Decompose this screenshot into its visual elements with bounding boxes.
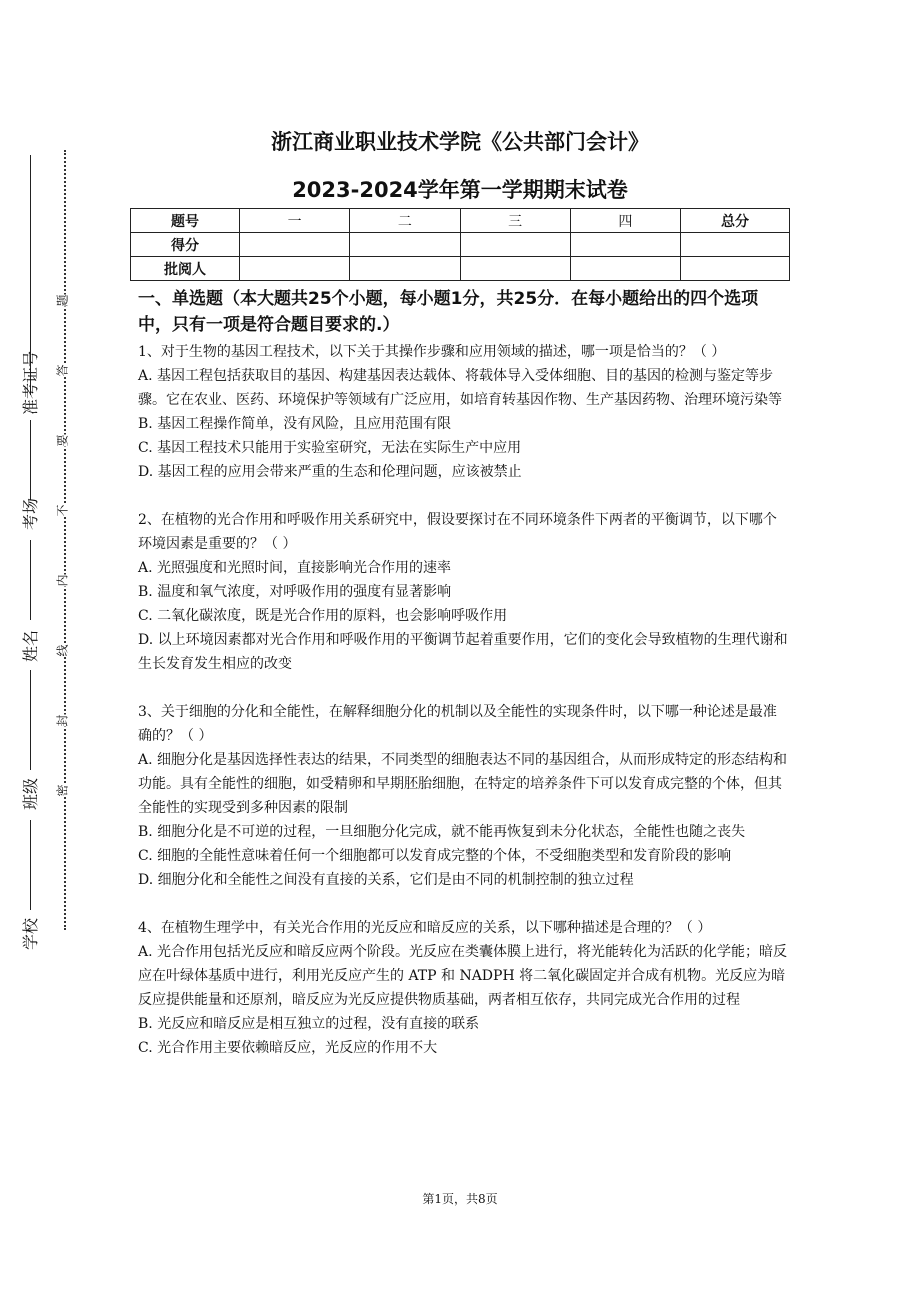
score-header-cell: 四 [570,209,680,233]
score-cell[interactable] [240,233,350,257]
grader-cell[interactable] [350,257,460,281]
grader-cell[interactable] [570,257,680,281]
grader-cell[interactable] [240,257,350,281]
option-a: A. 细胞分化是基因选择性表达的结果，不同类型的细胞表达不同的基因组合，从而形成特定的形态结构和功能。具有全能性的细胞，如受精卵和早期胚胎细胞，在特定的培养条件下可以发育成完整的个体，但其全能性的实现受到多种因素的限制 [138,752,788,816]
question-stem: 1、对于生物的基因工程技术，以下关于其操作步骤和应用领域的描述，哪一项是恰当的？（ ） [138,344,726,360]
grader-row [131,257,790,281]
question-stem: 2、在植物的光合作用和呼吸作用关系研究中，假设要探讨在不同环境条件下两者的平衡调节，以下哪个环境因素是重要的？（ ） [138,512,777,552]
option-a: A. 光照强度和光照时间，直接影响光合作用的速率 [138,560,452,576]
question-stem: 4、在植物生理学中，有关光合作用的光反应和暗反应的关系，以下哪种描述是合理的？（ ） [138,920,712,936]
name-label: 姓名 [21,629,40,662]
score-header-cell: 题号 [131,209,240,233]
section-title: 一、单选题（本大题共25个小题，每小题1分，共25分．在每小题给出的四个选项中，只有一项是符合题目要求的.） [138,289,759,335]
school-label: 学校 [21,917,40,950]
option-d: D. 细胞分化和全能性之间没有直接的关系，它们是由不同的机制控制的独立过程 [138,872,634,888]
id-label: 准考证号 [21,350,40,415]
page-footer: 第1页，共8页 [422,1192,498,1206]
question-block [138,916,788,1060]
score-header-cell: 二 [350,209,460,233]
option-c: C. 二氧化碳浓度，既是光合作用的原料，也会影响呼吸作用 [138,608,508,624]
question-block [138,340,788,484]
grader-cell[interactable] [681,257,790,281]
option-c: C. 细胞的全能性意味着任何一个细胞都可以发育成完整的个体，不受细胞类型和发育阶段的影响 [138,848,732,864]
grader-row-label: 批阅人 [131,257,240,281]
score-cell[interactable] [570,233,680,257]
option-b: B. 光反应和暗反应是相互独立的过程，没有直接的联系 [138,1016,480,1032]
option-b: B. 基因工程操作简单，没有风险，且应用范围有限 [138,416,452,432]
room-line [30,420,31,500]
seal-char: 封 [52,714,73,726]
score-row-label: 得分 [131,233,240,257]
score-cell[interactable] [681,233,790,257]
seal-char: 答 [52,364,73,376]
seal-char: 不 [52,504,73,516]
option-c: C. 基因工程技术只能用于实验室研究，无法在实际生产中应用 [138,440,522,456]
class-label: 班级 [21,777,40,810]
option-b: B. 温度和氧气浓度，对呼吸作用的强度有显著影响 [138,584,452,600]
score-header-cell: 总分 [681,209,790,233]
option-c: C. 光合作用主要依赖暗反应，光反应的作用不大 [138,1040,438,1056]
seal-char: 题 [52,294,73,306]
seal-char: 内 [52,574,73,586]
question-stem: 3、关于细胞的分化和全能性，在解释细胞分化的机制以及全能性的实现条件时，以下哪一种论述是最准确的？（ ） [138,704,777,744]
seal-line [64,150,66,930]
score-row [131,233,790,257]
school-line [30,820,31,910]
question-block [138,700,788,892]
seal-char: 线 [52,644,73,656]
score-cell[interactable] [350,233,460,257]
question-content [138,286,788,1060]
score-header-cell: 一 [240,209,350,233]
seal-char: 密 [52,784,73,796]
score-table-header-row [131,209,790,233]
option-b: B. 细胞分化是不可逆的过程，一旦细胞分化完成，就不能再恢复到未分化状态，全能性也随之丧失 [138,824,746,840]
score-header-cell: 三 [460,209,570,233]
exam-subtitle: 2023-2024学年第一学期期末试卷 [292,178,628,202]
score-cell[interactable] [460,233,570,257]
seal-char: 要 [52,434,73,446]
question-block [138,508,788,676]
exam-title: 浙江商业职业技术学院《公共部门会计》 [271,130,649,154]
option-d: D. 以上环境因素都对光合作用和呼吸作用的平衡调节起着重要作用，它们的变化会导致植物的生理代谢和生长发育发生相应的改变 [138,632,788,672]
option-d: D. 基因工程的应用会带来严重的生态和伦理问题，应该被禁止 [138,464,522,480]
class-line [30,670,31,770]
room-label: 考场 [21,497,40,530]
option-a: A. 基因工程包括获取目的基因、构建基因表达载体、将载体导入受体细胞、目的基因的检测与鉴定等步骤。它在农业、医药、环境保护等领域有广泛应用，如培育转基因作物、生产基因药物、治理环境污染等 [138,368,782,408]
name-line [30,540,31,620]
grader-cell[interactable] [460,257,570,281]
option-a: A. 光合作用包括光反应和暗反应两个阶段。光反应在类囊体膜上进行，将光能转化为活跃的化学能；暗反应在叶绿体基质中进行，利用光反应产生的 ATP 和 NADPH 将二氧化碳固定并合成有机物。光反应为暗反应提供能量和还原剂，暗反应为光反应提供物质基础，两者相互依存，共同完成光合作用的过程 [138,944,788,1008]
score-table [130,208,790,281]
